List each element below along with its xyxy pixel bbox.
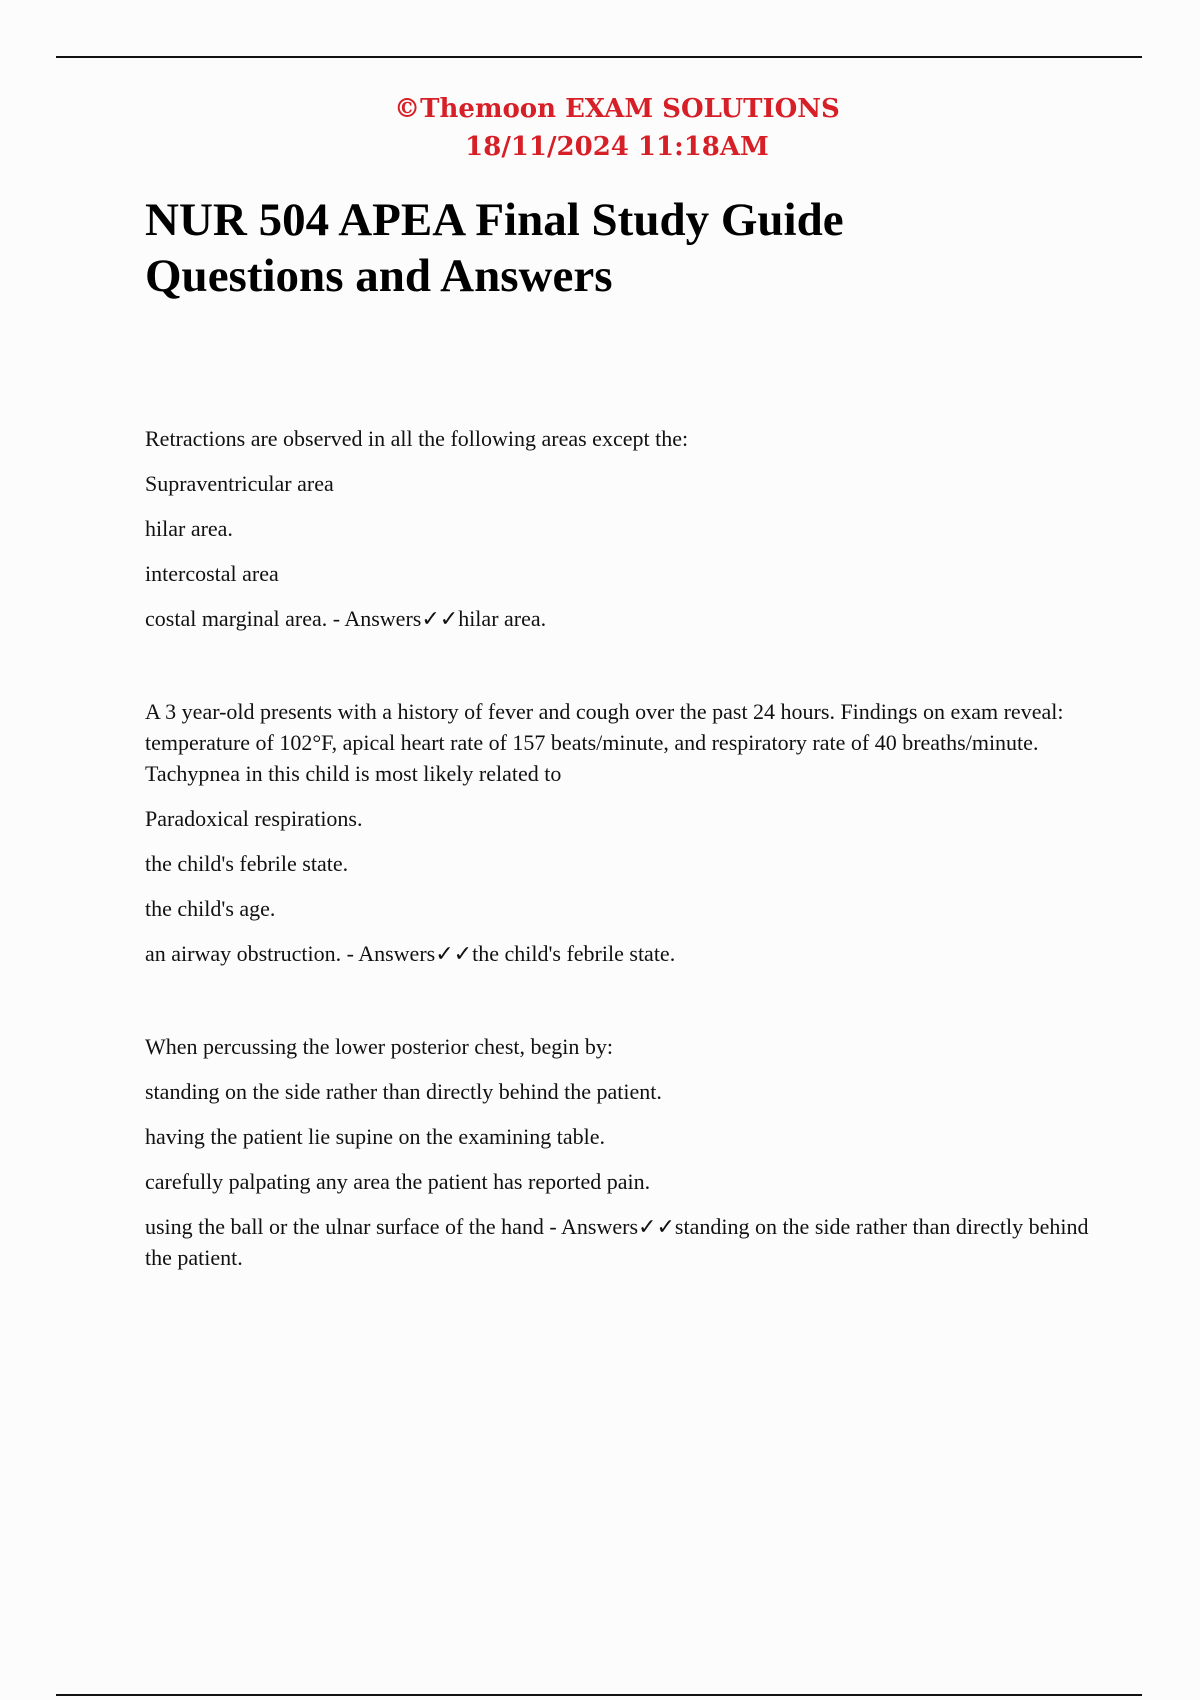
title-line-2: Questions and Answers xyxy=(145,250,613,302)
bottom-rule xyxy=(56,1694,1142,1696)
watermark-stamp xyxy=(0,90,1200,166)
question-option: Paradoxical respirations. xyxy=(145,806,363,831)
question-option: having the patient lie supine on the examining table. xyxy=(145,1124,606,1149)
question-option: standing on the side rather than directly behind the patient. xyxy=(145,1079,662,1104)
question-stem: A 3 year-old presents with a history of fever and cough over the past 24 hours. Findings on exam reveal: temperature of 102°F, apical heart rate of 157 beats/minute, and respiratory rate of 40 breaths/minute. Tachypnea in this child is most likely related to xyxy=(145,699,1064,786)
question-option: the child's febrile state. xyxy=(145,851,349,876)
questions-list xyxy=(145,423,1095,1335)
question-option: Supraventricular area xyxy=(145,471,334,496)
question-block-3 xyxy=(145,1031,1095,1273)
document-title xyxy=(145,192,1125,304)
question-option: intercostal area xyxy=(145,561,279,586)
question-option: carefully palpating any area the patient has reported pain. xyxy=(145,1169,651,1194)
watermark-line-2: 18/11/2024 11:18AM xyxy=(465,132,769,162)
question-stem: When percussing the lower posterior chest, begin by: xyxy=(145,1034,613,1059)
title-line-1: NUR 504 APEA Final Study Guide xyxy=(145,194,844,246)
question-answer: using the ball or the ulnar surface of the hand - Answers✓✓standing on the side rather than directly behind the patient. xyxy=(145,1214,1089,1270)
question-answer: costal marginal area. - Answers✓✓hilar area. xyxy=(145,606,547,631)
question-option: the child's age. xyxy=(145,896,276,921)
question-block-1 xyxy=(145,423,1095,634)
question-answer: an airway obstruction. - Answers✓✓the child's febrile state. xyxy=(145,941,676,966)
question-block-2 xyxy=(145,696,1095,969)
top-rule xyxy=(56,56,1142,58)
question-stem: Retractions are observed in all the following areas except the: xyxy=(145,426,689,451)
question-option: hilar area. xyxy=(145,516,233,541)
watermark-line-1: ©Themoon EXAM SOLUTIONS xyxy=(394,94,840,124)
